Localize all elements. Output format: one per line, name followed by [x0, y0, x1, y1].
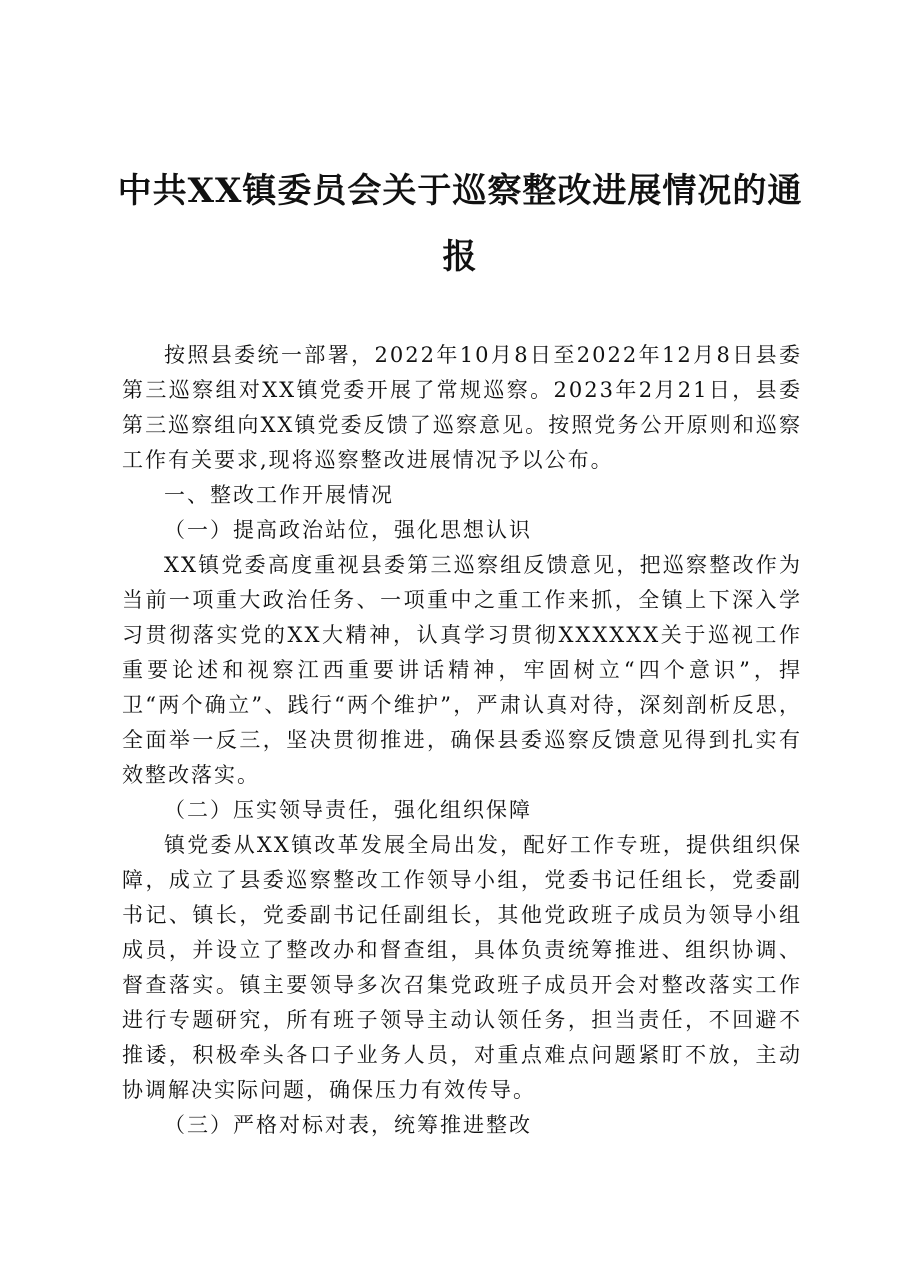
- paragraph-leadership-responsibility: 镇党委从XX镇改革发展全局出发，配好工作专班，提供组织保障，成立了县委巡察整改工作领导小组，党委书记任组长，党委副书记、镇长，党委副书记任副组长，其他党政班子成员为领导小组成员，并设立了整改办和督查组，具体负责统筹推进、组织协调、督查落实。镇主要领导多次召集党政班子成员开会对整改落实工作进行专题研究，所有班子领导主动认领任务，担当责任，不回避不推诿，积极牵头各口子业务人员，对重点难点问题紧盯不放，主动协调解决实际问题，确保压力有效传导。: [122, 833, 802, 1102]
- document-title: 中共XX镇委员会关于巡察整改进展情况的通报: [117, 171, 803, 277]
- subsection-heading-2: （二）压实领导责任，强化组织保障: [164, 798, 532, 822]
- paragraph-intro: 按照县委统一部署，2022年10月8日至2022年12月8日县委第三巡察组对XX镇党委开展了常规巡察。2023年2月21日，县委第三巡察组向XX镇党委反馈了巡察意见。按照党务公开原则和巡察工作有关要求,现将巡察整改进展情况予以公布。: [122, 343, 802, 472]
- subsection-heading-1: （一）提高政治站位，强化思想认识: [164, 518, 532, 542]
- subsection-heading-3: （三）严格对标对表，统筹推进整改: [164, 1113, 532, 1137]
- paragraph-political-position: XX镇党委高度重视县委第三巡察组反馈意见，把巡察整改作为当前一项重大政治任务、一项重中之重工作来抓，全镇上下深入学习贯彻落实党的XX大精神，认真学习贯彻XXXXXX关于巡视工作重要论述和视察江西重要讲话精神，牢固树立“四个意识”，捍卫“两个确立”、践行“两个维护”，严肃认真对待，深刻剖析反思，全面举一反三，坚决贯彻推进，确保县委巡察反馈意见得到扎实有效整改落实。: [122, 553, 802, 787]
- section-heading-1: 一、整改工作开展情况: [164, 483, 394, 507]
- document-body: [122, 338, 802, 1143]
